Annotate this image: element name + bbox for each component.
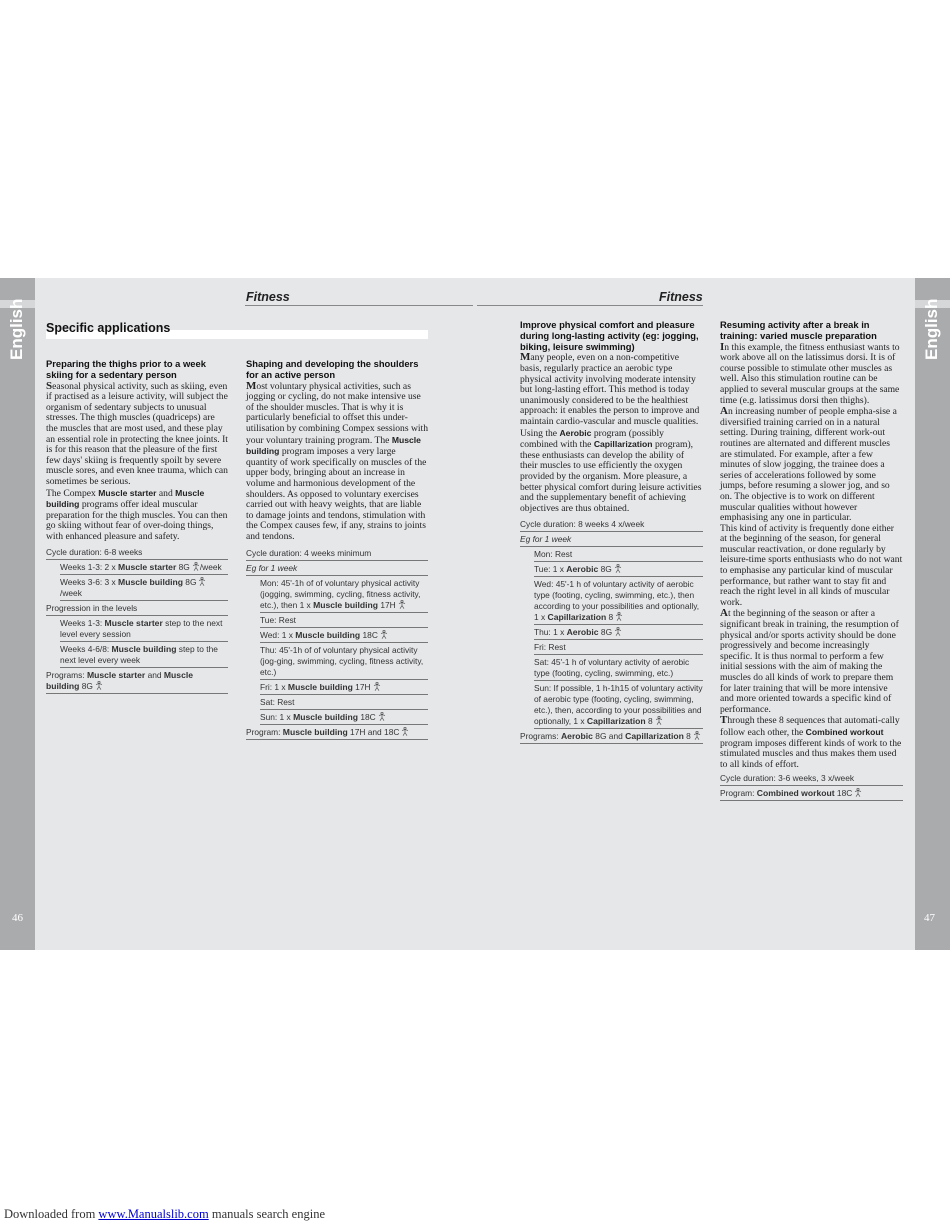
article-body: At the beginning of the season or after a significant break in training, the resumption of physical and/or sports activity should be done progressively and become increasingly specific. It is thus normal to perform a few initial sessions with the aim of making the muscles do all kinds of work to prepare them for later training that will be more intensive and more oriented towards a specific kind of performance.	[720, 607, 899, 715]
schedule-row: Wed: 45'-1 h of voluntary activity of aerobic type (footing, cycling, swimming, etc.), then according to your possibilities and optionally, 1 x Capillarization 8	[534, 577, 703, 625]
article-body: Seasonal physical activity, such as skiing, even if practised as a leisure activity, will subject the organism of sedentary subjects to unusual stresses. The thigh muscles (quadriceps) are the muscles that are most used, and these play an essential role in protecting the knee joints. It is for this reason that the pleasure of the first few days' skiing is frequently spoilt by severe muscle sores, and even knee trauma, which can sometimes be serious.	[46, 379, 228, 487]
column-long-lasting-activity	[520, 320, 703, 744]
right-page-header: Fitness	[659, 290, 703, 304]
person-icon	[401, 727, 409, 736]
person-icon	[854, 788, 862, 797]
programs-row: Programs: Aerobic 8G and Capillarization 8	[520, 729, 703, 744]
cycle-duration: Cycle duration: 4 weeks minimum	[246, 546, 428, 561]
schedule-table	[520, 517, 703, 744]
schedule-table	[246, 546, 428, 740]
left-page-header: Fitness	[246, 290, 290, 304]
manual-spread	[0, 278, 950, 950]
page-number-right: 47	[924, 912, 935, 924]
schedule-row: Mon: Rest	[534, 547, 703, 562]
schedule-row: Thu: 1 x Aerobic 8G	[534, 625, 703, 640]
article-title: Resuming activity after a break in training: varied muscle preparation	[720, 319, 877, 341]
manualslib-link[interactable]: www.Manualslib.com	[98, 1207, 209, 1221]
schedule-row: Weeks 1-3: Muscle starter step to the next level every session	[60, 616, 228, 642]
example-heading: Eg for 1 week	[246, 561, 428, 576]
article-body: An increasing number of people empha-sise a diversified training carried on in a natural setting. During training, different work-out routines are alternated and different muscles are stimulated. For example, after a few minutes of slow jogging, the trainee does a series of accelerations followed by some jumps, before resuming a slower jog, and so on. The objective is to work on different muscular qualities without however emphasising any one in particular.	[720, 405, 897, 524]
person-icon	[655, 716, 663, 725]
download-footer	[4, 1207, 325, 1222]
column-skiing	[46, 359, 228, 694]
header-rule	[477, 305, 703, 306]
article-body: Most voluntary physical activities, such as jogging or cycling, do not make intensive use of the shoulder muscles. That is why it is particularly beneficial to offset this under-utilisation by combining Compex sessions with your voluntary training program. The Muscle building program imposes a very large quantity of work specifically on muscles of the upper body, bringing about an increase in volume and harmonious development of the shoulders. As opposed to voluntary exercises carried out with heavy weights, that are liable to damage joints and tendons, stimulation with the Compex causes few, if any, strains to joints and tendons.	[246, 379, 429, 542]
column-shoulders	[246, 359, 428, 740]
schedule-row: Fri: Rest	[534, 640, 703, 655]
footer-suffix: manuals search engine	[208, 1207, 325, 1221]
article-body: This kind of activity is frequently done either at the beginning of the season, for general muscular reactivation, or done regularly by leisure-time sports enthusiasts who do not want to emphasise any particular kind of muscular performance, but rather want to stay fit and reach the right level in all kinds of muscular work.	[720, 522, 903, 608]
article-title: Improve physical comfort and pleasure during long-lasting activity (eg: jogging, biking, leisure swimming)	[520, 319, 699, 352]
article-title: Preparing the thighs prior to a week skiing for a sedentary person	[46, 358, 206, 380]
section-title: Specific applications	[46, 321, 171, 335]
person-icon	[95, 681, 103, 690]
schedule-row: Weeks 3-6: 3 x Muscle building 8G/week	[60, 575, 228, 601]
schedule-row: Sat: 45'-1 h of voluntary activity of aerobic type (footing, cycling, swimming, etc.)	[534, 655, 703, 681]
article-body: The Compex Muscle starter and Muscle building programs offer ideal muscular preparation for the thigh muscles. You can then go skiing without fear of over-doing things, with enhanced pleasure and safety.	[46, 487, 228, 542]
side-tab-label: English	[922, 298, 941, 360]
schedule-row: Sun: 1 x Muscle building 18C	[260, 710, 428, 725]
person-icon	[614, 627, 622, 636]
person-icon	[378, 712, 386, 721]
programs-row: Program: Combined workout 18C	[720, 786, 903, 801]
header-rule	[245, 305, 473, 306]
column-resuming-activity	[720, 320, 903, 801]
footer-prefix: Downloaded from	[4, 1207, 99, 1221]
page-number-left: 46	[12, 912, 23, 924]
right-side-tab	[915, 278, 950, 950]
person-icon	[192, 562, 200, 571]
article-body: In this example, the fitness enthusiast wants to work above all on the latissimus dorsi. It is of course possible to stimulate other muscles as well. Also this stimulation routine can be applied to several muscular groups at the same time (e.g. latissimus dorsi then thighs).	[720, 340, 900, 406]
cycle-duration: Cycle duration: 6-8 weeks	[46, 545, 228, 560]
person-icon	[614, 564, 622, 573]
example-heading: Eg for 1 week	[520, 532, 703, 547]
person-icon	[380, 630, 388, 639]
schedule-row: Mon: 45'-1h of of voluntary physical activity (jogging, swimming, cycling, fitness activity, etc.), then 1 x Muscle building 17H	[260, 576, 428, 613]
cycle-duration: Cycle duration: 8 weeks 4 x/week	[520, 517, 703, 532]
schedule-row: Weeks 4-6/8: Muscle building step to the next level every week	[60, 642, 228, 668]
article-body: Many people, even on a non-competitive basis, regularly practice an aerobic type physical activity involving moderate intensity but long-lasting effort. This method is today unanimously considered to be the healthiest approach: it enables the person to improve and maintain cardio-vascular and muscle qualities. Using the Aerobic program (possibly combined with the Capillarization program), these enthusiasts can develop the ability of their muscles to use efficiently the oxygen provided by the organism. More pleasure, a better physical comfort during leisure activities and the supplementary benefit of achieving objectives are thus obtained.	[520, 351, 702, 514]
schedule-row: Tue: Rest	[260, 613, 428, 628]
progression-heading: Progression in the levels	[46, 601, 228, 616]
schedule-row: Weeks 1-3: 2 x Muscle starter 8G /week	[60, 560, 228, 575]
schedule-row: Fri: 1 x Muscle building 17H	[260, 680, 428, 695]
cycle-duration: Cycle duration: 3-6 weeks, 3 x/week	[720, 771, 903, 786]
schedule-table	[720, 771, 903, 801]
schedule-table	[46, 545, 228, 694]
schedule-row: Thu: 45'-1h of of voluntary physical activity (jog-ging, swimming, cycling, fitness activity, etc.)	[260, 643, 428, 680]
person-icon	[373, 682, 381, 691]
programs-row: Programs: Muscle starter and Muscle building 8G	[46, 668, 228, 694]
left-side-tab	[0, 278, 35, 950]
schedule-row: Tue: 1 x Aerobic 8G	[534, 562, 703, 577]
person-icon	[398, 600, 406, 609]
side-tab-label: English	[7, 298, 26, 360]
person-icon	[693, 731, 701, 740]
schedule-row: Sat: Rest	[260, 695, 428, 710]
person-icon	[615, 612, 623, 621]
person-icon	[198, 577, 206, 586]
schedule-row: Wed: 1 x Muscle building 18C	[260, 628, 428, 643]
programs-row: Program: Muscle building 17H and 18C	[246, 725, 428, 740]
article-body: Through these 8 sequences that automati-cally follow each other, the Combined workout program imposes different kinds of work to the stimulated muscles and thus makes them used to all kinds of effort.	[720, 714, 902, 770]
article-title: Shaping and developing the shoulders for an active person	[246, 358, 419, 380]
schedule-row: Sun: If possible, 1 h-1h15 of voluntary activity of aerobic type (footing, cycling, swimming, etc.), then, according to your possibilities and optionally, 1 x Capillarization 8	[534, 681, 703, 729]
